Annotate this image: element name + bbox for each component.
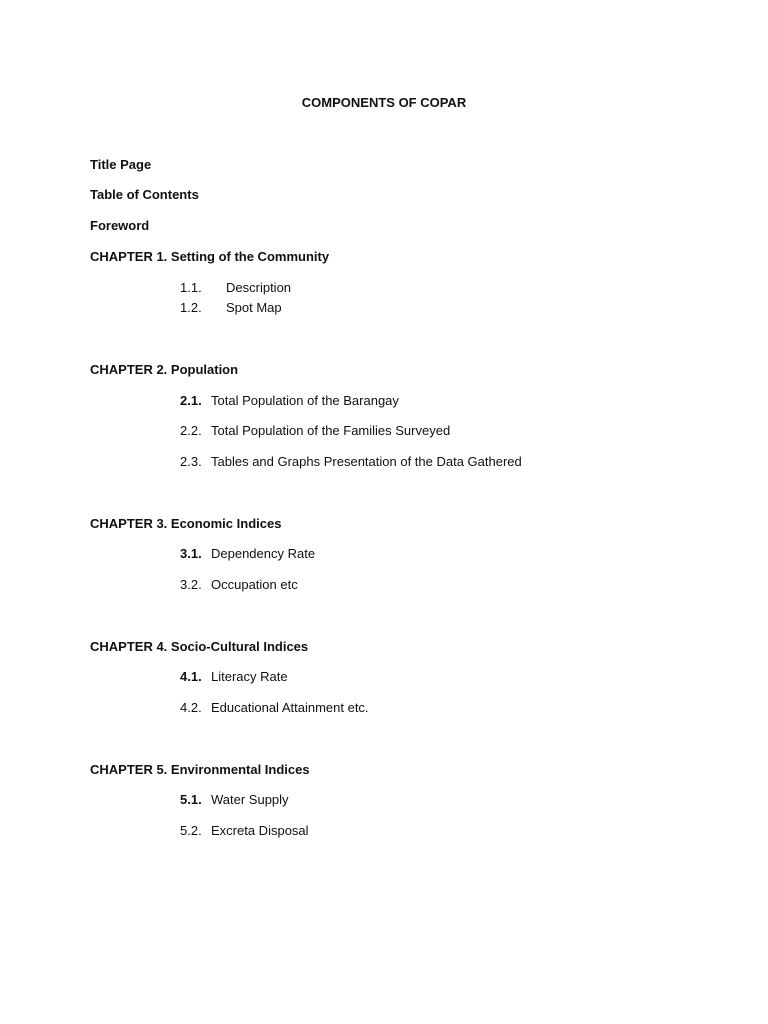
item-text: Literacy Rate <box>211 669 288 684</box>
item-text: Total Population of the Barangay <box>211 393 399 408</box>
front-matter-foreword: Foreword <box>90 218 150 233</box>
item-number: 4.1. <box>180 669 202 684</box>
chapter-2-heading: CHAPTER 2. Population <box>90 362 239 377</box>
item-number: 3.1. <box>180 546 202 561</box>
item-text: Educational Attainment etc. <box>211 700 369 715</box>
chapter-3-heading: CHAPTER 3. Economic Indices <box>90 516 282 531</box>
item-text: Occupation etc <box>211 577 298 592</box>
item-text: Tables and Graphs Presentation of the Data Gathered <box>211 454 522 469</box>
front-matter-title-page: Title Page <box>90 157 152 172</box>
document-title: COMPONENTS OF COPAR <box>301 95 467 110</box>
item-text: Excreta Disposal <box>211 823 309 838</box>
item-number: 1.2. <box>180 300 202 315</box>
item-text: Dependency Rate <box>211 546 316 561</box>
chapter-5-heading: CHAPTER 5. Environmental Indices <box>90 762 310 777</box>
item-text: Total Population of the Families Surveyed <box>211 423 451 438</box>
item-number: 1.1. <box>180 280 202 295</box>
item-text: Description <box>226 280 292 295</box>
item-number: 5.2. <box>180 823 202 838</box>
item-number: 2.2. <box>180 423 202 438</box>
item-text: Spot Map <box>226 300 282 315</box>
chapter-4-heading: CHAPTER 4. Socio-Cultural Indices <box>90 639 309 654</box>
item-number: 4.2. <box>180 700 202 715</box>
item-number: 2.3. <box>180 454 202 469</box>
chapter-1-heading: CHAPTER 1. Setting of the Community <box>90 249 330 264</box>
front-matter-table-of-contents: Table of Contents <box>90 187 199 202</box>
item-text: Water Supply <box>211 792 289 807</box>
item-number: 2.1. <box>180 393 202 408</box>
item-number: 5.1. <box>180 792 202 807</box>
item-number: 3.2. <box>180 577 202 592</box>
